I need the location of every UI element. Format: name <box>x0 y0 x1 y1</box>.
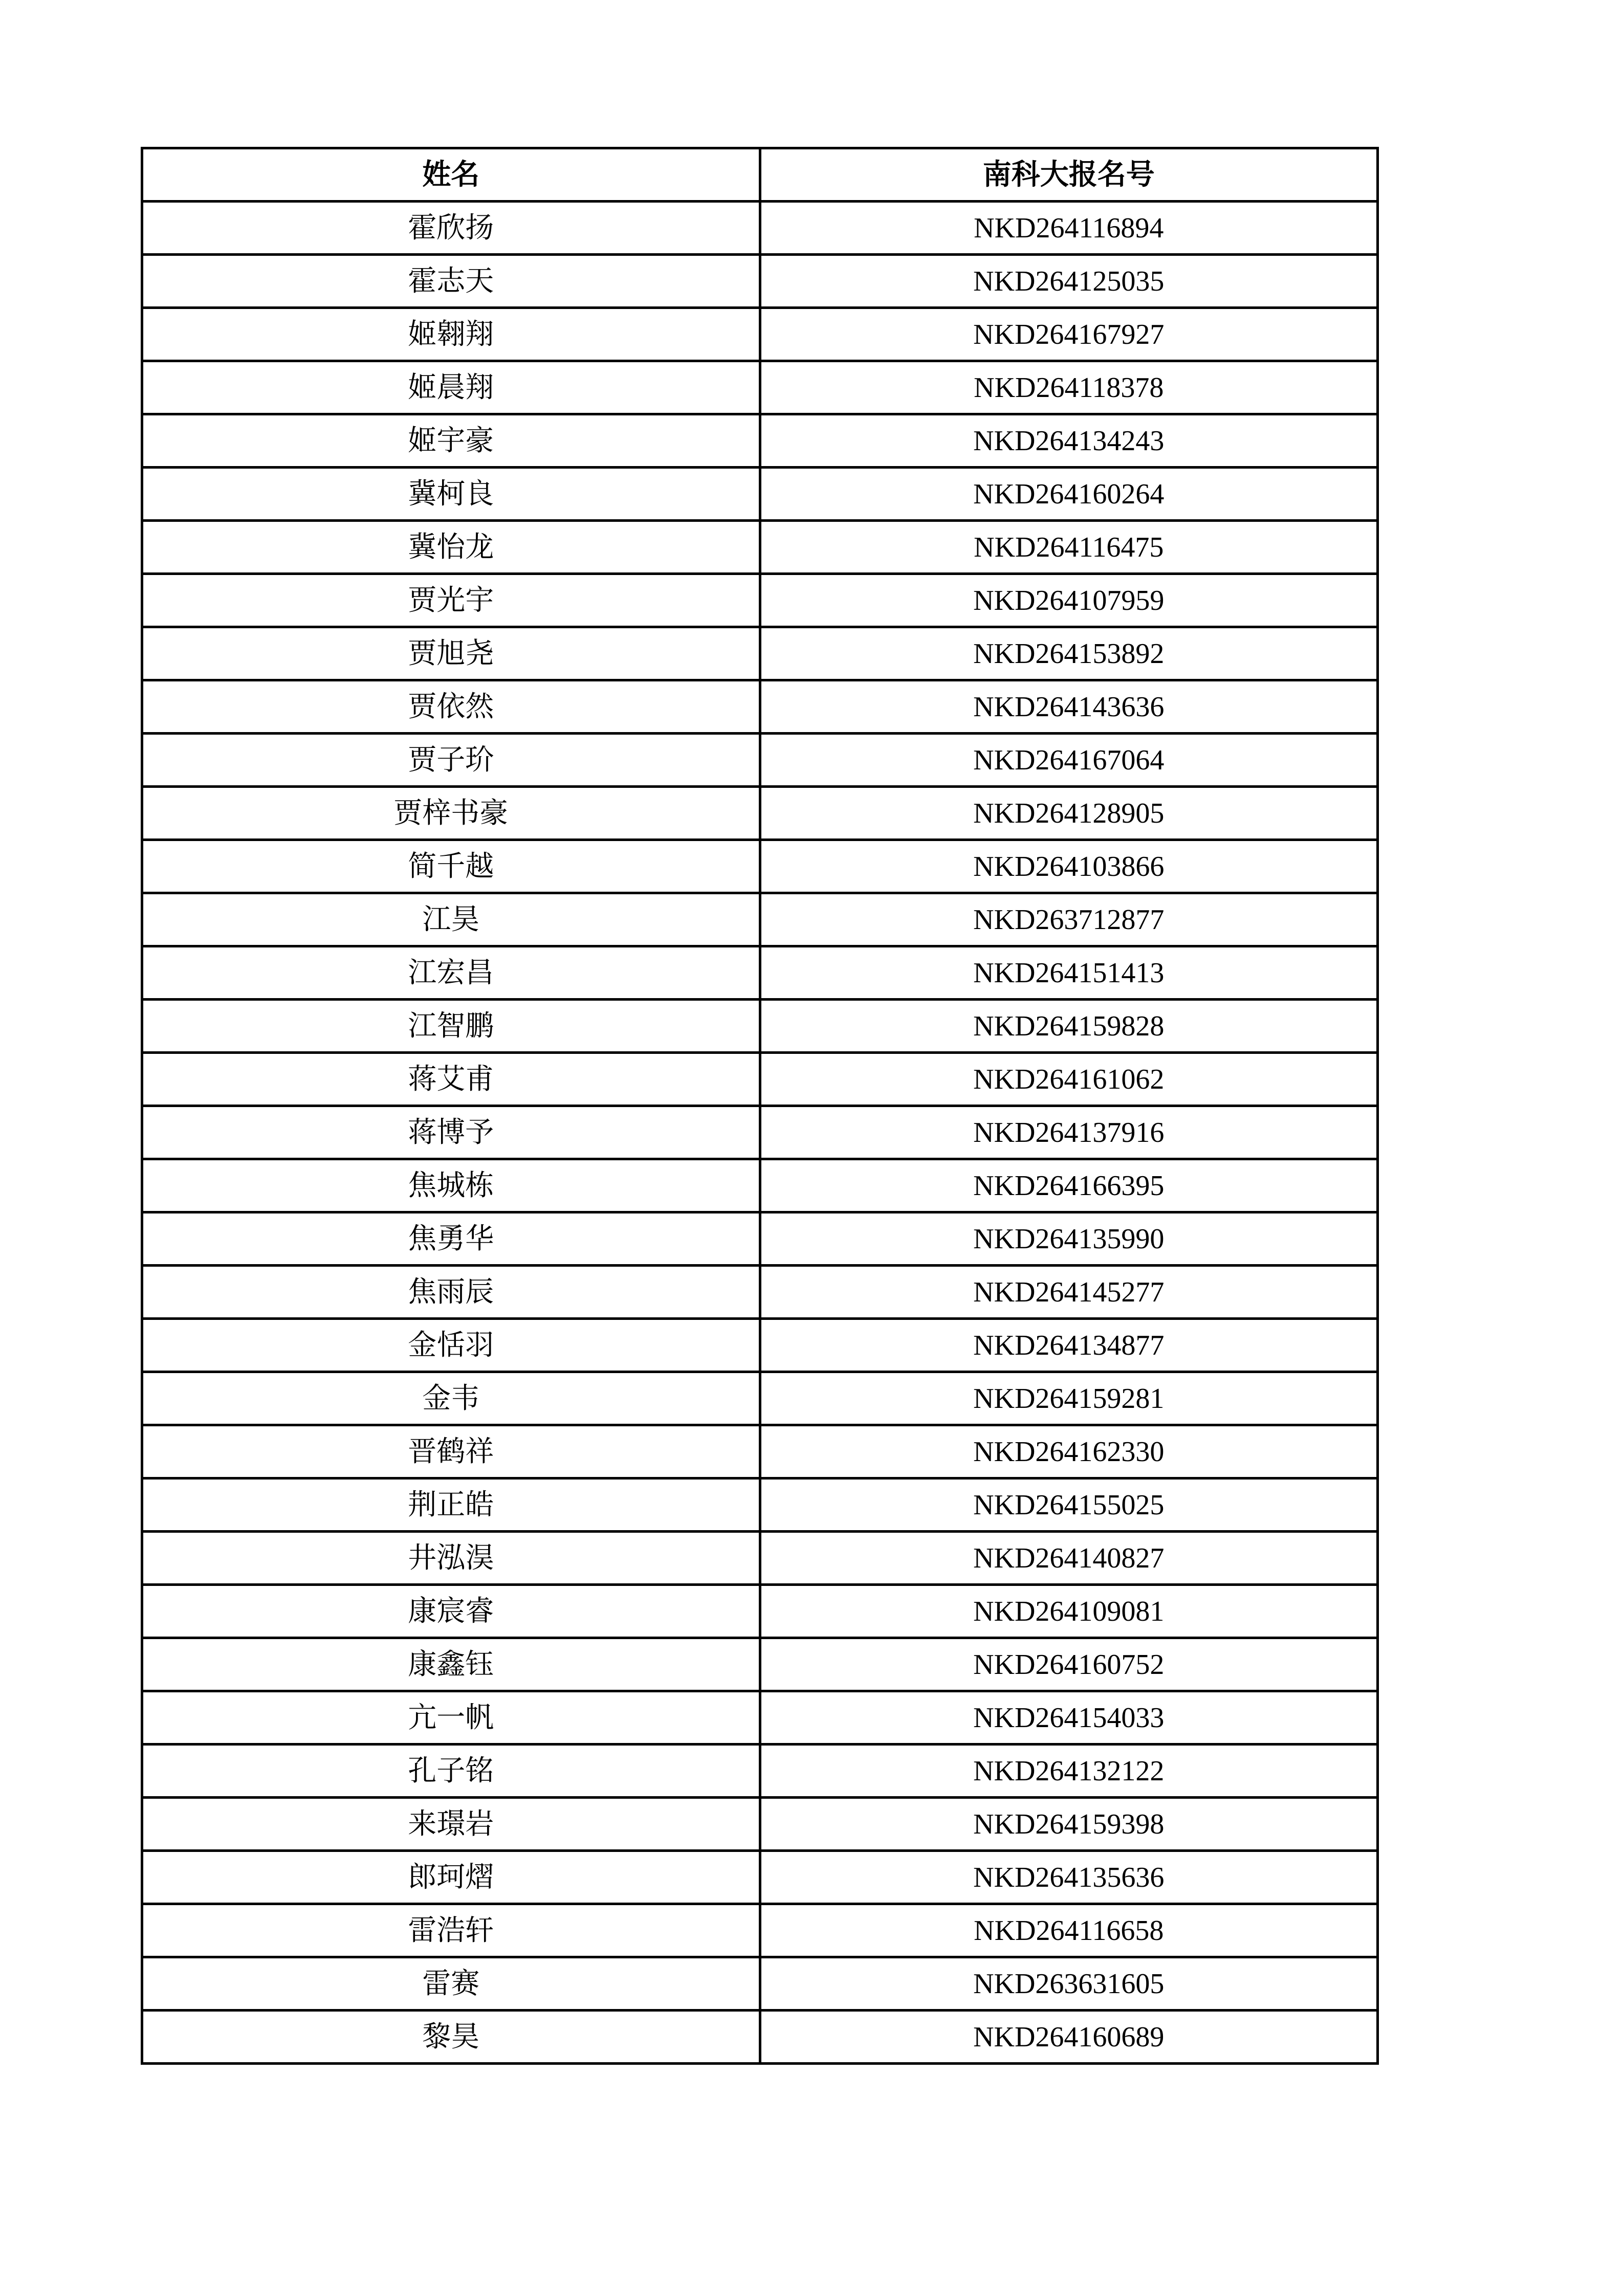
cell-reg-no: NKD264103866 <box>760 840 1378 893</box>
cell-reg-no: NKD264159281 <box>760 1372 1378 1425</box>
table-row <box>142 627 1378 680</box>
cell-reg-no: NKD263712877 <box>760 893 1378 946</box>
cell-name: 冀怡龙 <box>142 521 760 574</box>
table-row <box>142 946 1378 1000</box>
cell-name: 康宸睿 <box>142 1585 760 1638</box>
cell-reg-no: NKD264132122 <box>760 1745 1378 1798</box>
cell-reg-no: NKD264116475 <box>760 521 1378 574</box>
cell-reg-no: NKD264160264 <box>760 468 1378 521</box>
cell-reg-no: NKD264134243 <box>760 414 1378 468</box>
cell-name: 姬晨翔 <box>142 361 760 414</box>
cell-reg-no: NKD264145277 <box>760 1266 1378 1319</box>
table-row <box>142 1266 1378 1319</box>
table-row <box>142 1106 1378 1159</box>
column-header-name: 姓名 <box>142 148 760 202</box>
cell-reg-no: NKD264107959 <box>760 574 1378 627</box>
cell-name: 金恬羽 <box>142 1319 760 1372</box>
cell-name: 雷赛 <box>142 1957 760 2011</box>
cell-reg-no: NKD264155025 <box>760 1478 1378 1532</box>
cell-reg-no: NKD264116658 <box>760 1904 1378 1957</box>
cell-name: 江智鹏 <box>142 1000 760 1053</box>
table-row <box>142 361 1378 414</box>
table-row <box>142 574 1378 627</box>
cell-name: 姬翱翔 <box>142 308 760 361</box>
cell-name: 贾依然 <box>142 680 760 734</box>
cell-name: 井泓淏 <box>142 1532 760 1585</box>
cell-name: 孔子铭 <box>142 1745 760 1798</box>
table-row <box>142 414 1378 468</box>
cell-reg-no: NKD264151413 <box>760 946 1378 1000</box>
cell-reg-no: NKD264159398 <box>760 1798 1378 1851</box>
cell-name: 雷浩轩 <box>142 1904 760 1957</box>
cell-name: 霍欣扬 <box>142 202 760 255</box>
table-row <box>142 1691 1378 1745</box>
cell-name: 郎珂熠 <box>142 1851 760 1904</box>
table-row <box>142 1798 1378 1851</box>
cell-reg-no: NKD264140827 <box>760 1532 1378 1585</box>
cell-name: 来璟岩 <box>142 1798 760 1851</box>
cell-name: 冀柯良 <box>142 468 760 521</box>
cell-name: 贾光宇 <box>142 574 760 627</box>
table-header-row <box>142 148 1378 202</box>
cell-reg-no: NKD264125035 <box>760 255 1378 308</box>
table-row <box>142 1904 1378 1957</box>
cell-name: 焦雨辰 <box>142 1266 760 1319</box>
cell-name: 贾梓书豪 <box>142 787 760 840</box>
table-body <box>142 202 1378 2064</box>
cell-name: 金韦 <box>142 1372 760 1425</box>
table-row <box>142 308 1378 361</box>
cell-reg-no: NKD264161062 <box>760 1053 1378 1106</box>
cell-name: 江昊 <box>142 893 760 946</box>
cell-reg-no: NKD264135990 <box>760 1212 1378 1266</box>
cell-name: 蒋艾甫 <box>142 1053 760 1106</box>
cell-reg-no: NKD264153892 <box>760 627 1378 680</box>
cell-reg-no: NKD264154033 <box>760 1691 1378 1745</box>
table-row <box>142 1053 1378 1106</box>
table-row <box>142 2011 1378 2064</box>
table-row <box>142 468 1378 521</box>
table-row <box>142 521 1378 574</box>
cell-reg-no: NKD264160752 <box>760 1638 1378 1691</box>
cell-reg-no: NKD264160689 <box>760 2011 1378 2064</box>
cell-name: 简千越 <box>142 840 760 893</box>
cell-name: 焦城栋 <box>142 1159 760 1212</box>
table-row <box>142 1159 1378 1212</box>
cell-name: 江宏昌 <box>142 946 760 1000</box>
cell-name: 焦勇华 <box>142 1212 760 1266</box>
table-row <box>142 1478 1378 1532</box>
cell-reg-no: NKD263631605 <box>760 1957 1378 2011</box>
table-row <box>142 1851 1378 1904</box>
table-row <box>142 734 1378 787</box>
table-row <box>142 1532 1378 1585</box>
cell-reg-no: NKD264134877 <box>760 1319 1378 1372</box>
table-row <box>142 202 1378 255</box>
cell-reg-no: NKD264162330 <box>760 1425 1378 1478</box>
cell-reg-no: NKD264159828 <box>760 1000 1378 1053</box>
table-row <box>142 1319 1378 1372</box>
table-row <box>142 1638 1378 1691</box>
column-header-reg-no: 南科大报名号 <box>760 148 1378 202</box>
cell-name: 晋鹤祥 <box>142 1425 760 1478</box>
cell-reg-no: NKD264137916 <box>760 1106 1378 1159</box>
table-row <box>142 1212 1378 1266</box>
cell-reg-no: NKD264167064 <box>760 734 1378 787</box>
table-row <box>142 840 1378 893</box>
table-row <box>142 893 1378 946</box>
table-row <box>142 1000 1378 1053</box>
cell-reg-no: NKD264167927 <box>760 308 1378 361</box>
table-row <box>142 1372 1378 1425</box>
cell-name: 贾子玠 <box>142 734 760 787</box>
table-row <box>142 680 1378 734</box>
cell-reg-no: NKD264135636 <box>760 1851 1378 1904</box>
cell-name: 康鑫钰 <box>142 1638 760 1691</box>
cell-reg-no: NKD264118378 <box>760 361 1378 414</box>
table-row <box>142 1957 1378 2011</box>
table-row <box>142 1745 1378 1798</box>
cell-reg-no: NKD264109081 <box>760 1585 1378 1638</box>
roster-table <box>141 147 1379 2065</box>
cell-reg-no: NKD264128905 <box>760 787 1378 840</box>
table-row <box>142 255 1378 308</box>
table-row <box>142 1585 1378 1638</box>
table-row <box>142 787 1378 840</box>
cell-reg-no: NKD264166395 <box>760 1159 1378 1212</box>
cell-name: 霍志天 <box>142 255 760 308</box>
cell-name: 姬宇豪 <box>142 414 760 468</box>
cell-reg-no: NKD264143636 <box>760 680 1378 734</box>
cell-name: 蒋博予 <box>142 1106 760 1159</box>
cell-name: 黎昊 <box>142 2011 760 2064</box>
table-row <box>142 1425 1378 1478</box>
cell-reg-no: NKD264116894 <box>760 202 1378 255</box>
cell-name: 荆正皓 <box>142 1478 760 1532</box>
cell-name: 亢一帆 <box>142 1691 760 1745</box>
cell-name: 贾旭尧 <box>142 627 760 680</box>
